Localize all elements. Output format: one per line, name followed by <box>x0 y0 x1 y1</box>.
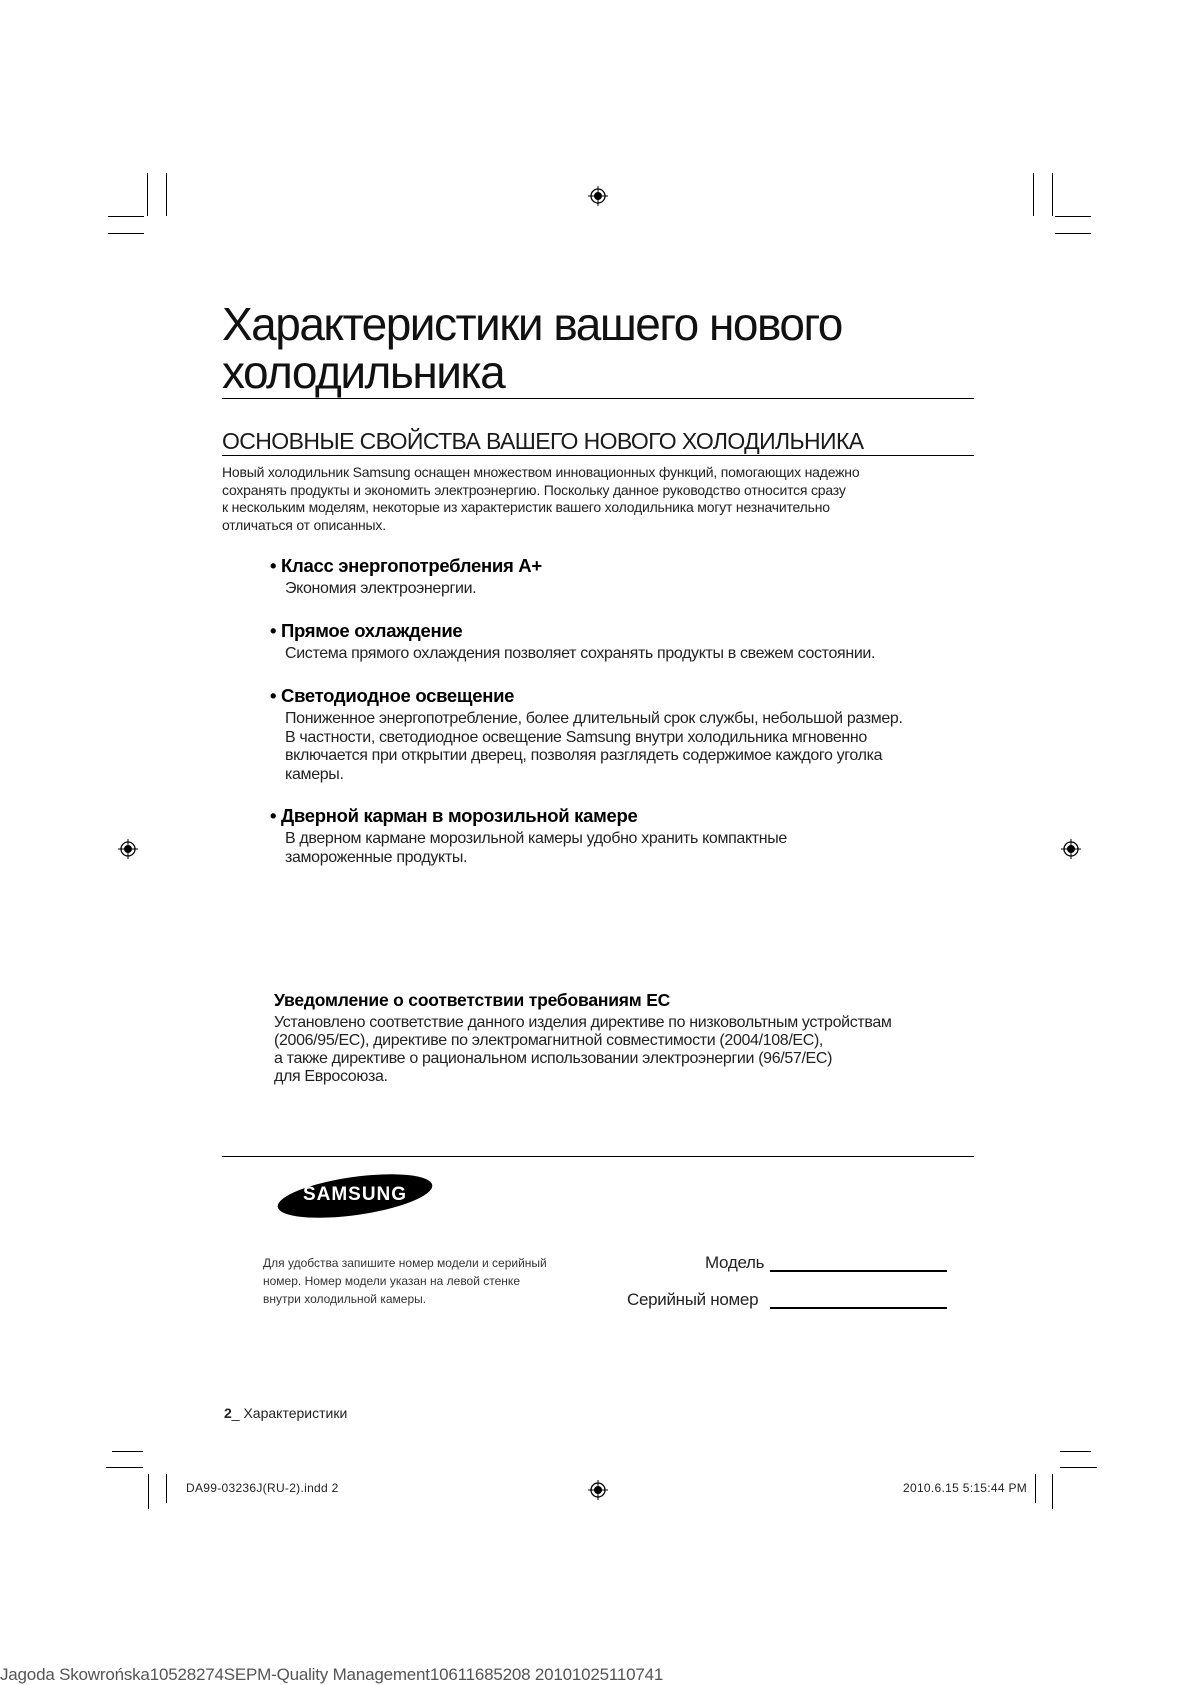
crop-mark <box>112 1451 143 1452</box>
feature-body: В дверном кармане морозильной камеры удобно хранить компактные <box>285 830 787 847</box>
slug-file: DA99-03236J(RU-2).indd 2 <box>186 1481 339 1495</box>
ec-notice <box>274 990 994 1086</box>
slug-datetime: 2010.6.15 5:15:44 PM <box>903 1481 1028 1495</box>
samsung-logo <box>276 1174 434 1218</box>
watermark: Jagoda Skowrońska10528274SEPM-Quality Management10611685208 20101025110741 <box>0 1665 664 1684</box>
ec-body: а также директиве о рациональном использовании электроэнергии (96/57/EC) <box>274 1050 833 1067</box>
ec-body: Установлено соответствие данного изделия директиве по низковольтным устройствам <box>274 1014 892 1031</box>
title-line: холодильника <box>222 346 505 398</box>
feature-heading: • Светодиодное освещение <box>270 685 515 706</box>
model-label: Модель <box>705 1253 765 1272</box>
note-line: внутри холодильной камеры. <box>263 1292 427 1306</box>
crop-mark <box>166 1474 167 1503</box>
intro-line: отличаться от описанных. <box>222 516 386 533</box>
crop-mark <box>106 1467 143 1468</box>
registration-mark-icon <box>588 186 608 206</box>
intro-line: сохранять продукты и экономить электроэнергию. Поскольку данное руководство относится сразу <box>222 481 846 498</box>
feature-body: Пониженное энергопотребление, более длительный срок службы, небольшой размер. <box>285 710 903 727</box>
crop-mark <box>166 173 167 216</box>
feature-direct-cooling <box>270 620 990 664</box>
intro-paragraph <box>222 464 982 534</box>
feature-heading: • Класс энергопотребления A+ <box>270 555 542 576</box>
title-line: Характеристики вашего нового <box>222 298 842 350</box>
section-heading: ОСНОВНЫЕ СВОЙСТВА ВАШЕГО НОВОГО ХОЛОДИЛЬНИКА <box>222 428 864 454</box>
model-field[interactable] <box>770 1270 947 1272</box>
logo-text: SAMSUNG <box>302 1184 408 1205</box>
feature-heading: • Дверной карман в морозильной камере <box>270 805 638 826</box>
page-number: 2 <box>224 1405 232 1421</box>
crop-mark <box>108 216 144 217</box>
feature-body: Экономия электроэнергии. <box>285 580 477 597</box>
crop-mark <box>148 1474 149 1509</box>
section-rule <box>222 455 974 456</box>
ec-body: (2006/95/EC), директиве по электромагнитной совместимости (2004/108/EC), <box>274 1032 824 1049</box>
feature-heading: • Прямое охлаждение <box>270 620 463 641</box>
footer-section: _ Характеристики <box>231 1405 348 1421</box>
note-line: номер. Номер модели указан на левой стенке <box>263 1274 520 1288</box>
crop-mark <box>1052 173 1053 216</box>
feature-body: камеры. <box>285 765 344 783</box>
registration-mark-icon <box>1061 839 1081 859</box>
ec-heading: Уведомление о соответствии требованиям ЕС <box>274 990 671 1010</box>
crop-mark <box>1060 1451 1091 1452</box>
feature-door-pocket <box>270 805 990 867</box>
feature-body: Система прямого охлаждения позволяет сохранять продукты в свежем состоянии. <box>285 645 876 662</box>
feature-body: В частности, светодиодное освещение Samsung внутри холодильника мгновенно <box>285 728 867 746</box>
crop-mark <box>1055 216 1091 217</box>
intro-line: к нескольким моделям, некоторые из характеристик вашего холодильника могут незначительно <box>222 499 830 515</box>
serial-field[interactable] <box>770 1307 947 1309</box>
note-line: Для удобства запишите номер модели и серийный <box>263 1256 547 1270</box>
crop-mark <box>1055 233 1091 234</box>
record-note <box>263 1254 603 1308</box>
crop-mark <box>1060 1467 1097 1468</box>
crop-mark <box>1035 1474 1036 1503</box>
feature-energy-class <box>270 555 990 599</box>
crop-mark <box>1052 1474 1053 1509</box>
crop-mark <box>147 173 148 216</box>
feature-body: включается при открытии дверец, позволяя разглядеть содержимое каждого уголка <box>285 747 883 764</box>
registration-mark-icon <box>118 839 138 859</box>
feature-body: замороженные продукты. <box>285 848 468 866</box>
page-title <box>222 300 842 396</box>
separator-rule <box>222 1156 974 1157</box>
intro-line: Новый холодильник Samsung оснащен множеством инновационных функций, помогающих надежно <box>222 464 860 480</box>
page-footer <box>224 1405 347 1421</box>
registration-mark-icon <box>588 1480 608 1500</box>
serial-label: Серийный номер <box>627 1290 759 1309</box>
crop-mark <box>108 233 144 234</box>
ec-body: для Евросоюза. <box>274 1068 388 1085</box>
crop-mark <box>1033 173 1034 216</box>
title-rule <box>222 398 974 399</box>
feature-led-lighting <box>270 685 990 784</box>
